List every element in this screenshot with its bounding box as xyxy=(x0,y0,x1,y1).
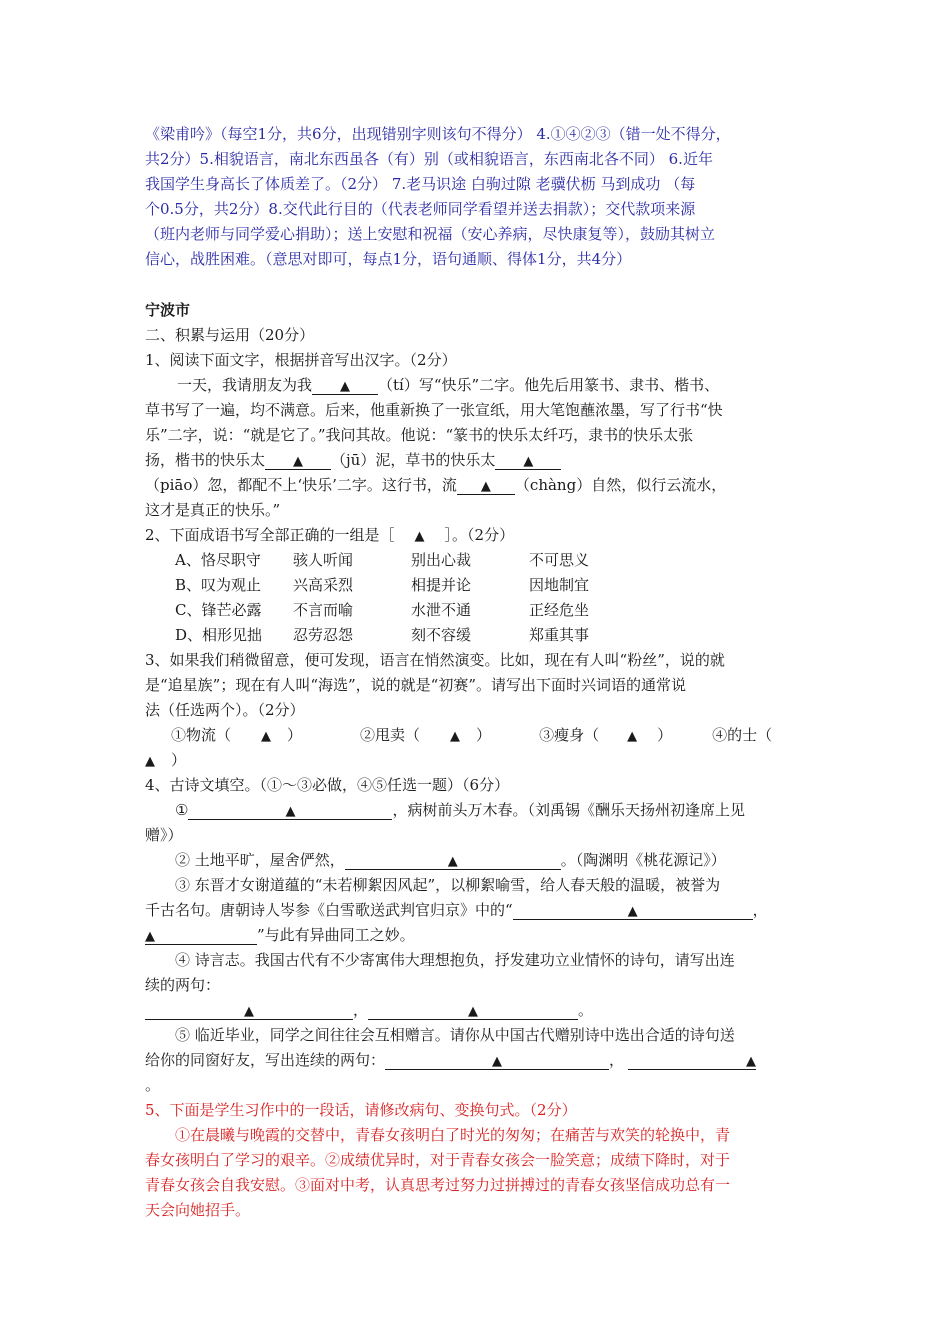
q4-line xyxy=(145,998,810,1023)
q1-text: 扬，楷书的快乐太 xyxy=(145,451,266,469)
triangle-marker-icon: ▲ xyxy=(340,379,351,394)
idiom: 刻不容缓 xyxy=(411,626,472,644)
q2-option-row xyxy=(145,623,810,648)
idiom: 骇人听闻 xyxy=(293,551,354,569)
q5-prompt: 5、下面是学生习作中的一段话，请修改病句、变换句式。（2分） xyxy=(145,1101,577,1119)
q4-line: 。 xyxy=(145,1076,161,1094)
q5-line: 春女孩明白了学习的艰辛。②成绩优异时，对于青春女孩会一脸笑意；成绩下降时，对于 xyxy=(145,1151,731,1169)
section-heading: 二、积累与运用（20分） xyxy=(145,326,315,344)
fill-blank[interactable] xyxy=(265,451,331,470)
triangle-marker-icon: ▲ xyxy=(523,454,534,469)
q3-items-row xyxy=(145,723,810,748)
q3-items-row xyxy=(145,748,810,773)
fill-blank[interactable] xyxy=(385,1051,609,1070)
q4-text: ”与此有异曲同工之妙。 xyxy=(257,926,415,944)
q4-text: ① xyxy=(175,801,189,819)
q4-text: 千古名句。唐朝诗人岑参《白雪歌送武判官归京》中的“ xyxy=(145,901,513,919)
q4-line: ⑤ 临近毕业，同学之间往往会互相赠言。请你从中国古代赠别诗中选出合适的诗句送 xyxy=(175,1026,735,1044)
q3-close-paren: ） xyxy=(476,726,492,744)
idiom: 不言而喻 xyxy=(293,601,354,619)
answer-line: 我国学生身高长了体质差了。（2分） 7.老马识途 白驹过隙 老骥伏枥 马到成功 （每 xyxy=(145,175,696,193)
q4-line xyxy=(145,1048,810,1073)
triangle-marker-icon: ▲ xyxy=(627,729,638,744)
q5-line: 天会向她招手。 xyxy=(145,1201,251,1219)
q3-item-label: ②甩卖（ xyxy=(360,726,421,744)
q4-text: ，病树前头万木春。（刘禹锡《酬乐天扬州初逢席上见 xyxy=(392,801,745,819)
q1-text: 一天，我请朋友为我 xyxy=(177,376,313,394)
fill-blank[interactable] xyxy=(368,1001,578,1020)
fill-blank[interactable] xyxy=(345,851,561,870)
q4-line: 赠》） xyxy=(145,826,183,844)
q2-option-row xyxy=(145,548,810,573)
q3-close-paren: ） xyxy=(657,726,673,744)
q1-line xyxy=(145,473,810,498)
triangle-marker-icon: ▲ xyxy=(450,729,461,744)
triangle-marker-icon: ▲ xyxy=(627,904,638,919)
q4-text: 。 xyxy=(578,1001,594,1019)
q4-prompt: 4、古诗文填空。（①～③必做，④⑤任选一题）（6分） xyxy=(145,776,510,794)
q2-option-row xyxy=(145,573,810,598)
idiom: 别出心裁 xyxy=(411,551,472,569)
q1-text: （piāo）忽，都配不上‘快乐’二字。这行书，流 xyxy=(145,476,457,494)
triangle-marker-icon: ▲ xyxy=(746,1054,757,1069)
triangle-marker-icon: ▲ xyxy=(261,729,272,744)
q3-line: 法（任选两个）。（2分） xyxy=(145,701,305,719)
q3-line: 3、如果我们稍微留意，便可发现，语言在悄然演变。比如，现在有人叫“粉丝”，说的就 xyxy=(145,651,725,669)
triangle-marker-icon: ▲ xyxy=(480,479,491,494)
fill-blank[interactable] xyxy=(145,926,257,945)
q4-text: 。（陶渊明《桃花源记》） xyxy=(560,851,726,869)
idiom: 兴高采烈 xyxy=(293,576,354,594)
q1-line xyxy=(145,373,810,398)
fill-blank[interactable] xyxy=(312,376,378,395)
q5-line: ①在晨曦与晚霞的交替中，青春女孩明白了时光的匆匆；在痛苦与欢笑的轮换中，青 xyxy=(175,1126,731,1144)
q1-line xyxy=(145,448,810,473)
fill-blank[interactable] xyxy=(145,1001,353,1020)
q2-text: 2、下面成语书写全部正确的一组是［ xyxy=(145,526,395,544)
idiom: 因地制宜 xyxy=(529,576,590,594)
fill-blank[interactable] xyxy=(495,451,561,470)
q1-text: （tí）写“快乐”二字。他先后用篆书、隶书、楷书、 xyxy=(378,376,720,394)
q1-line: 乐”二字，说：“就是它了。”我问其故。他说：“篆书的快乐太纤巧，隶书的快乐太张 xyxy=(145,426,694,444)
document-page xyxy=(145,122,810,1223)
q1-line: 草书写了一遍，均不满意。后来，他重新换了一张宣纸，用大笔饱蘸浓墨，写了行书“快 xyxy=(145,401,723,419)
option-label: B、叹为观止 xyxy=(175,576,262,594)
fill-blank[interactable] xyxy=(188,801,392,820)
section-city-title: 宁波市 xyxy=(145,301,191,319)
answer-line: 信心，战胜困难。（意思对即可，每点1分，语句通顺、得体1分，共4分） xyxy=(145,250,632,268)
idiom: 郑重其事 xyxy=(529,626,590,644)
q3-item-label: ①物流（ xyxy=(171,726,232,744)
triangle-marker-icon: ▲ xyxy=(285,804,296,819)
q3-item-label: ④的士（ xyxy=(712,726,773,744)
q3-close-paren: ） xyxy=(287,726,303,744)
answer-key-block xyxy=(145,122,810,272)
q1-prompt: 1、阅读下面文字，根据拼音写出汉字。（2分） xyxy=(145,351,457,369)
q2-option-row xyxy=(145,598,810,623)
q4-line xyxy=(145,898,810,923)
triangle-marker-icon: ▲ xyxy=(145,929,155,944)
answer-line: （班内老师与同学爱心捐助）；送上安慰和祝福（安心养病，尽快康复等），鼓励其树立 xyxy=(145,225,716,243)
triangle-marker-icon: ▲ xyxy=(492,1054,503,1069)
option-label: C、锋芒必露 xyxy=(175,601,262,619)
q4-line: ③ 东晋才女谢道蕴的“未若柳絮因风起”，以柳絮喻雪，给人春天般的温暖，被誉为 xyxy=(175,876,721,894)
q4-text: ， xyxy=(752,901,768,919)
idiom: 不可思义 xyxy=(529,551,590,569)
idiom: 忍劳忍怨 xyxy=(293,626,354,644)
fill-blank[interactable] xyxy=(457,476,515,495)
triangle-marker-icon: ▲ xyxy=(468,1004,479,1019)
q4-line xyxy=(145,848,810,873)
q3-item-label: ③瘦身（ xyxy=(539,726,600,744)
q1-line: 这才是真正的快乐。” xyxy=(145,501,281,519)
triangle-marker-icon: ▲ xyxy=(414,529,425,544)
fill-blank[interactable] xyxy=(513,901,753,920)
q3-line: 是“追星族”；现在有人叫“海选”，说的就是“初赛”。请写出下面时兴词语的通常说 xyxy=(145,676,687,694)
q2-text: ］。（2分） xyxy=(444,526,515,544)
triangle-marker-icon: ▲ xyxy=(293,454,304,469)
q4-line: ④ 诗言志。我国古代有不少寄寓伟大理想抱负，抒发建功立业情怀的诗句，请写出连 xyxy=(175,951,735,969)
triangle-marker-icon: ▲ xyxy=(145,754,155,769)
answer-line: 《梁甫吟》（每空1分，共6分，出现错别字则该句不得分） 4.①④②③（错一处不得分， xyxy=(145,125,731,143)
idiom: 正经危坐 xyxy=(529,601,590,619)
idiom: 水泄不通 xyxy=(411,601,472,619)
q4-text: ， xyxy=(353,1001,369,1019)
option-label: A、恪尽职守 xyxy=(175,551,261,569)
option-label: D、相形见拙 xyxy=(175,626,263,644)
answer-line: 共2分）5.相貌语言，南北东西虽各（有）别（或相貌语言，东西南北各不同） 6.近年 xyxy=(145,150,713,168)
idiom: 相提并论 xyxy=(411,576,472,594)
q5-block xyxy=(145,1098,810,1223)
q3-close-paren: ） xyxy=(171,751,187,769)
q5-line: 青春女孩会自我安慰。③面对中考，认真思考过努力过拼搏过的青春女孩坚信成功总有一 xyxy=(145,1176,731,1194)
q4-text: ② 土地平旷，屋舍俨然， xyxy=(175,851,345,869)
triangle-marker-icon: ▲ xyxy=(447,854,458,869)
q1-text: （jū）泥，草书的快乐太 xyxy=(331,451,496,469)
triangle-marker-icon: ▲ xyxy=(244,1004,254,1019)
answer-line: 个0.5分，共2分）8.交代此行目的（代表老师同学看望并送去捐款）；交代款项来源 xyxy=(145,200,696,218)
q4-line xyxy=(145,923,810,948)
q4-text: 给你的同窗好友，写出连续的两句： xyxy=(145,1051,386,1069)
q4-line xyxy=(145,798,810,823)
fill-blank[interactable] xyxy=(628,1051,756,1070)
q4-line: 续的两句： xyxy=(145,976,221,994)
q1-text: （chàng）自然，似行云流水， xyxy=(514,476,727,494)
q2-prompt xyxy=(145,523,810,548)
q4-text: ， xyxy=(609,1051,625,1069)
